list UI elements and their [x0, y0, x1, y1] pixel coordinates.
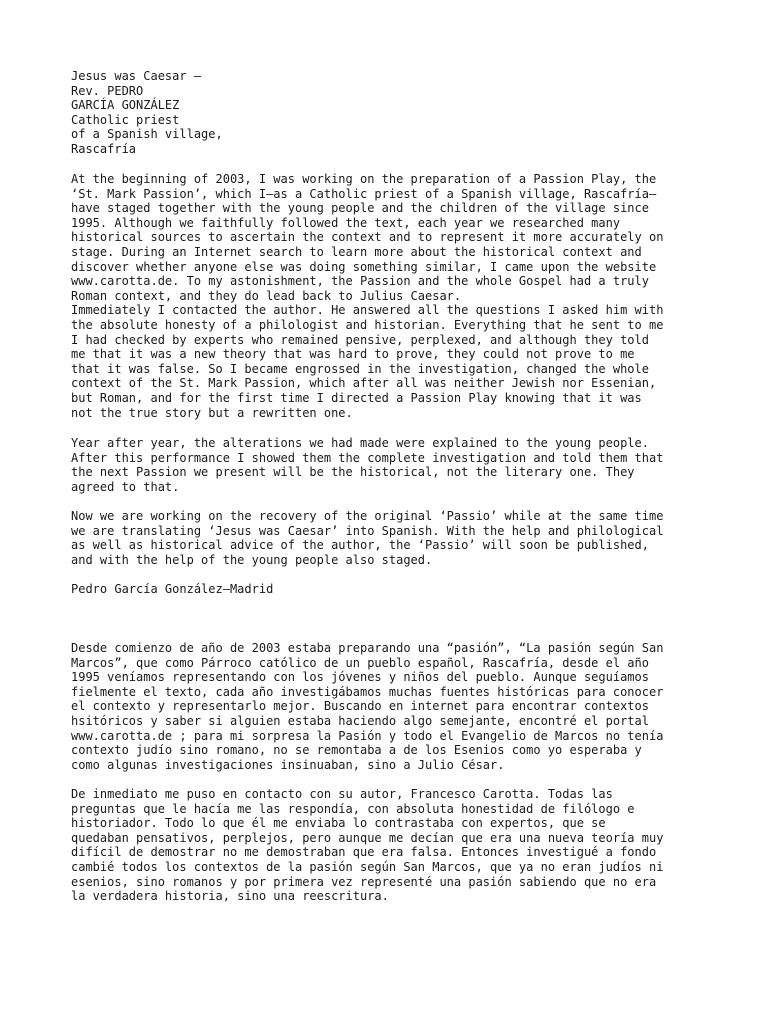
spanish-paragraph-1: Desde comienzo de año de 2003 estaba preparando una “pasión”, “La pasión según San Marcos”, que como Párroco católico de un pueblo español, Rascafría, desde el año 1995 veníamos representando con los jóvenes y niños del pueblo. Aunque seguíamos fielmente el texto, cada año investigábamos muchas fuentes históricas para conocer el contexto y representarlo mejor. Buscando en internet para encontrar contextos hsitóricos y saber si alguien estaba haciendo algo semejante, encontré el portal www.carotta.de ; para mi sorpresa la Pasión y todo el Evangelio de Marcos no tenía contexto judío sino romano, no se remontaba a de los Esenios como yo esperaba y como algunas investigaciones insinuaban, sino a Julio César.	[71, 641, 664, 772]
english-paragraph-3: Now we are working on the recovery of the original ‘Passio’ while at the same time we are translating ‘Jesus was Caesar’ into Spanish. With the help and philological as well as historical advice of the author, the ‘Passio’ will soon be published, and with the help of the young people also staged.	[71, 509, 664, 567]
signature: Pedro García González—Madrid	[71, 582, 274, 596]
english-paragraph-1: At the beginning of 2003, I was working on the preparation of a Passion Play, the ‘St. Mark Passion’, which I—as a Catholic priest of a Spanish village, Rascafría— have staged together with the young people and the children of the village since 1995. Although we faithfully followed the text, each year we researched many historical sources to ascertain the context and to represent it more accurately on stage. During an Internet search to learn more about the historical context and discover whether anyone else was doing something similar, I came upon the website www.carotta.de. To my astonishment, the Passion and the whole Gospel had a truly Roman context, and they do lead back to Julius Caesar. Immediately I contacted the author. He answered all the questions I asked him with the absolute honesty of a philologist and historian. Everything that he sent to me I had checked by experts who remained pensive, perplexed, and although they told me that it was a new theory that was hard to prove, they could not prove to me that it was false. So I became engrossed in the investigation, changed the whole context of the St. Mark Passion, which after all was neither Jewish nor Essenian, but Roman, and for the first time I directed a Passion Play knowing that it was not the true story but a rewritten one.	[71, 172, 664, 420]
english-paragraph-2: Year after year, the alterations we had made were explained to the young people. After this performance I showed them the complete investigation and told them that the next Passion we present will be the historical, not the literary one. They agreed to that.	[71, 436, 664, 494]
document-header: Jesus was Caesar – Rev. PEDRO GARCÍA GONZÁLEZ Catholic priest of a Spanish village, Rascafría	[71, 69, 223, 156]
spanish-paragraph-2: De inmediato me puso en contacto con su autor, Francesco Carotta. Todas las preguntas que le hacía me las respondía, con absoluta honestidad de filólogo e historiador. Todo lo que él me enviaba lo contrastaba con expertos, que se quedaban pensativos, perplejos, pero aunque me decían que era una nueva teoría muy difícil de demostrar no me demostraban que era falsa. Entonces investigué a fondo cambié todos los contextos de la pasión según San Marcos, que ya no eran judíos ni esenios, sino romanos y por primera vez representé una pasión sabiendo que no era la verdadera historia, sino una reescritura.	[71, 787, 664, 904]
